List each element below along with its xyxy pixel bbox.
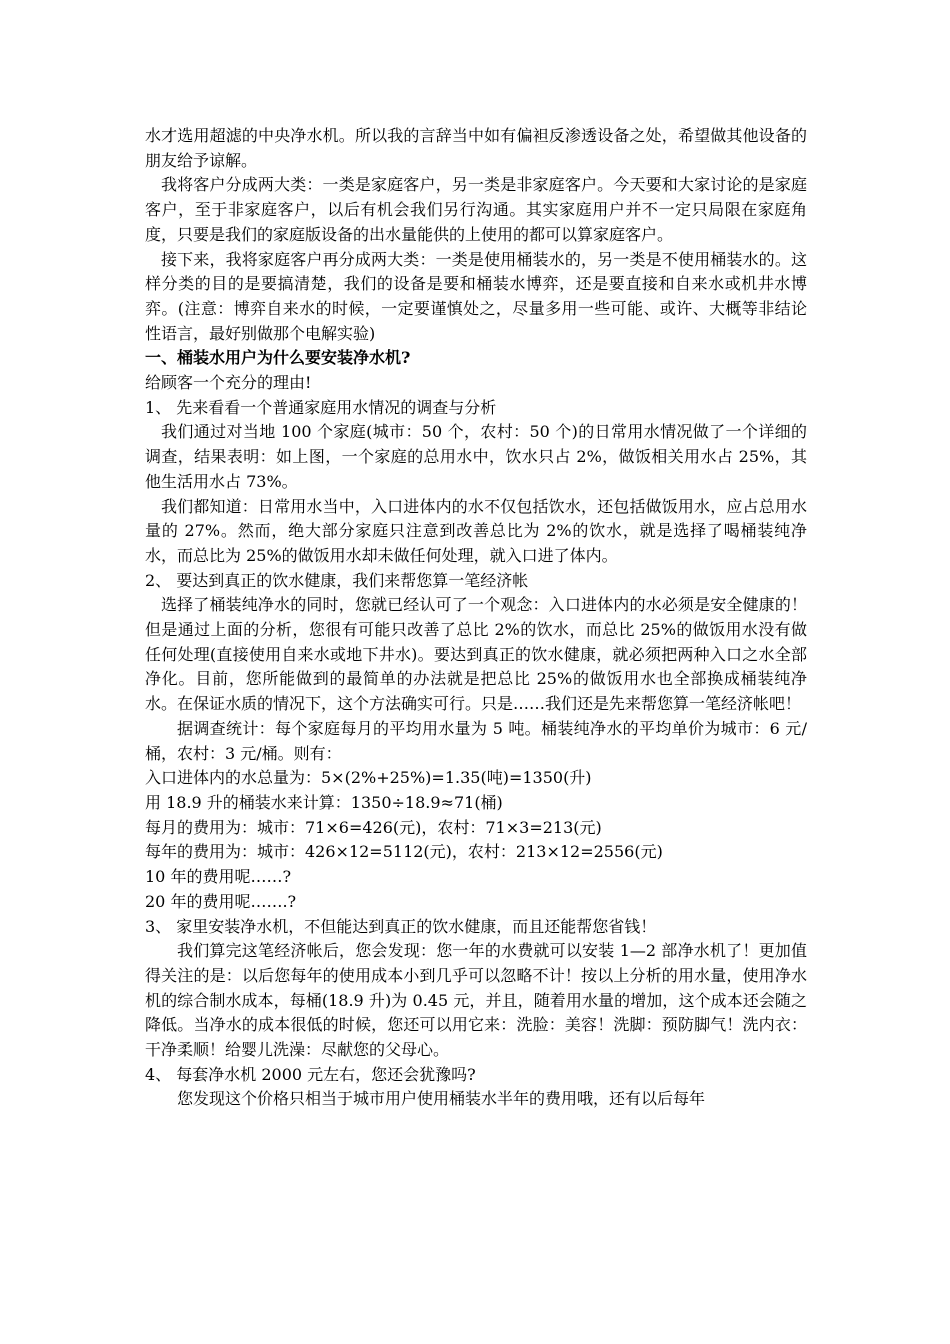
section-heading: 一、桶装水用户为什么要安装净水机? bbox=[145, 348, 411, 368]
calc-line-yearly: 每年的费用为：城市：426×12=5112(元)，农村：213×12=2556(元) bbox=[145, 842, 663, 862]
list-item-1-title: 1、 先来看看一个普通家庭用水情况的调查与分析 bbox=[145, 397, 497, 417]
paragraph-family-subcategories: 接下来，我将家庭客户再分成两大类：一类是使用桶装水的，另一类是不使用桶装水的。这样分类的目的是要搞清楚，我们的设备是要和桶装水博弈，还是要直接和自来水或机井水博弈。(注意：博弈自来水的时候，一定要谨慎处之，尽量多用一些可能、或许、大概等非结论性语言，最好别做那个电解实验) bbox=[145, 249, 807, 343]
list-item-2-title: 2、 要达到真正的饮水健康，我们来帮您算一笔经济帐 bbox=[145, 570, 529, 590]
paragraph-intro-end: 水才选用超滤的中央净水机。所以我的言辞当中如有偏袒反渗透设备之处，希望做其他设备的朋友给予谅解。 bbox=[145, 126, 807, 170]
paragraph-savings: 我们算完这笔经济帐后，您会发现：您一年的水费就可以安装 1—2 部净水机了！更加值得关注的是：以后您每年的使用成本小到几乎可以忽略不计！按以上分析的用水量，使用净水机的综合制水成本，每桶(18.9 升)为 0.45 元，并且，随着用水量的增加，这个成本还会随之降低。当净水的成本很低的时候，您还可以用它来：洗脸：美容！洗脚：预防脚气！洗内衣：干净柔顺！给婴儿洗澡：尽献您的父母心。 bbox=[145, 941, 807, 1060]
list-item-3-title: 3、 家里安装净水机，不但能达到真正的饮水健康，而且还能帮您省钱！ bbox=[145, 916, 657, 936]
paragraph-customer-categories: 我将客户分成两大类：一类是家庭客户，另一类是非家庭客户。今天要和大家讨论的是家庭客户，至于非家庭客户，以后有机会我们另行沟通。其实家庭用户并不一定只局限在家庭角度，只要是我们的家庭版设备的出水量能供的上使用的都可以算家庭客户。 bbox=[145, 175, 807, 244]
paragraph-intake-water: 我们都知道：日常用水当中，入口进体内的水不仅包括饮水，还包括做饭用水，应占总用水量的 27%。然而，绝大部分家庭只注意到改善总比为 2%的饮水，就是选择了喝桶装纯净水，而总比为 25%的做饭用水却未做任何处理，就入口进了体内。 bbox=[145, 496, 807, 565]
paragraph-survey: 我们通过对当地 100 个家庭(城市：50 个，农村：50 个)的日常用水情况做了一个详细的调查，结果表明：如上图，一个家庭的总用水中，饮水只占 2%，做饭相关用水占 25%，其他生活用水占 73%。 bbox=[145, 422, 807, 491]
document-page bbox=[145, 124, 807, 1112]
list-item-4-title: 4、 每套净水机 2000 元左右，您还会犹豫吗? bbox=[145, 1064, 476, 1084]
calc-line-monthly: 每月的费用为：城市：71×6=426(元)，农村：71×3=213(元) bbox=[145, 817, 602, 837]
calc-line-20-years: 20 年的费用呢…….? bbox=[145, 891, 297, 911]
paragraph-choose-bottled: 选择了桶装纯净水的同时，您就已经认可了一个观念：入口进体内的水必须是安全健康的！但是通过上面的分析，您很有可能只改善了总比 2%的饮水，而总比 25%的做饭用水没有做任何处理(直接使用自来水或地下井水)。要达到真正的饮水健康，就必须把两种入口之水全部净化。目前，您所能做到的最简单的办法就是把总比 25%的做饭用水也全部换成桶装纯净水。在保证水质的情况下，这个方法确实可行。只是……我们还是先来帮您算一笔经济帐吧！ bbox=[145, 595, 807, 714]
paragraph-reason: 给顾客一个充分的理由! bbox=[145, 373, 312, 393]
calc-line-total: 入口进体内的水总量为：5×(2%+25%)=1.35(吨)=1350(升) bbox=[145, 768, 592, 788]
calc-line-10-years: 10 年的费用呢……? bbox=[145, 867, 292, 887]
paragraph-statistics: 据调查统计：每个家庭每月的平均用水量为 5 吨。桶装纯净水的平均单价为城市：6 元/桶，农村：3 元/桶。则有： bbox=[145, 718, 807, 763]
paragraph-price: 您发现这个价格只相当于城市用户使用桶装水半年的费用哦，还有以后每年 bbox=[177, 1089, 706, 1109]
calc-line-barrels: 用 18.9 升的桶装水来计算：1350÷18.9≈71(桶) bbox=[145, 792, 503, 812]
